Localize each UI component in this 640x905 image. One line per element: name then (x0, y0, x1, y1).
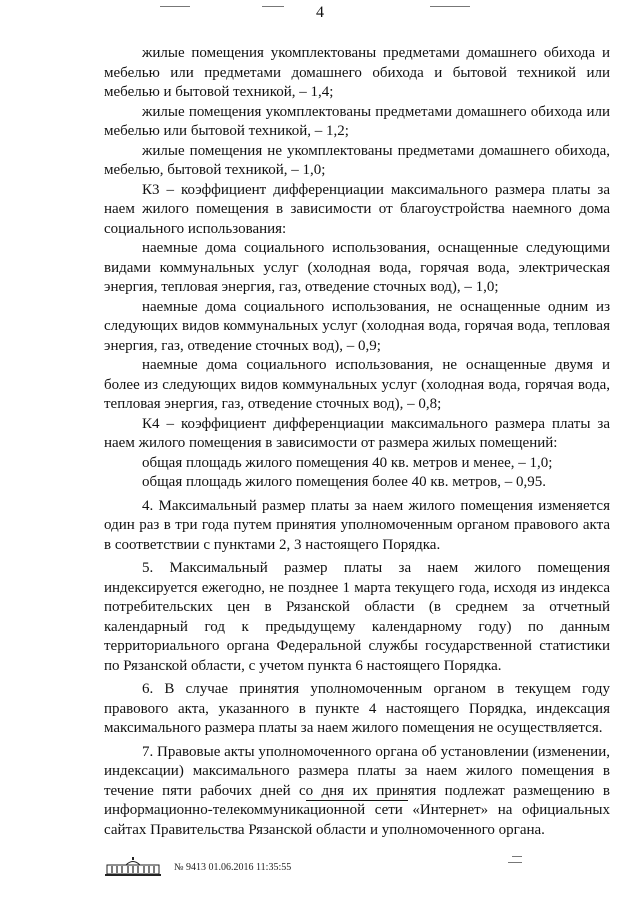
document-body (104, 44, 610, 840)
scan-artifact (430, 6, 470, 7)
scan-artifact (512, 856, 522, 857)
scan-artifact (160, 6, 190, 7)
scan-artifact (262, 6, 284, 7)
paragraph: жилые помещения укомплектованы предметами домашнего обихода и мебелью или предметами домашнего обихода и бытовой техникой или мебелью и бытовой техникой, – 1,4; (104, 45, 610, 100)
page-number: 4 (316, 4, 324, 21)
paragraph: жилые помещения укомплектованы предметами домашнего обихода или мебелью или бытовой техникой, – 1,2; (104, 103, 610, 139)
paragraph: 7. Правовые акты уполномоченного органа об установлении (изменении, индексации) максимального размера платы за наем жилого помещения в течение пяти рабочих дней со дня их принятия подлежат размещению в информационно-телекоммуникационной сети «Интернет» на официальных сайтах Правительства Рязанской области и уполномоченного органа. (104, 743, 610, 838)
paragraph: наемные дома социального использования, оснащенные следующими видами коммунальных услуг (холодная вода, горячая вода, электрическая энергия, тепловая энергия, газ, отведение сточных вод), – 1,0; (104, 240, 610, 295)
scan-artifact (508, 862, 522, 863)
document-stamp: № 9413 01.06.2016 11:35:55 (174, 861, 292, 873)
paragraph: наемные дома социального использования, не оснащенные одним из следующих видов коммунальных услуг (холодная вода, горячая вода, тепловая энергия, газ, отведение сточных вод), – 0,9; (104, 298, 610, 354)
paragraph: К4 – коэффициент дифференциации максимального размера платы за наем жилого помещения в зависимости от размера жилых помещений: (104, 415, 610, 451)
paragraph: 4. Максимальный размер платы за наем жилого помещения изменяется один раз в три года путем принятия уполномоченным органом правового акта в соответствии с пунктами 2, 3 настоящего Порядка. (104, 497, 610, 553)
paragraph: 5. Максимальный размер платы за наем жилого помещения индексируется ежегодно, не позднее 1 марта текущего года, исходя из индекса потребительских цен в Рязанской области (в среднем за отчетный календарный год к предыдущему календарному году) по данным территориального органа Федеральной службы государственной статистики по Рязанской области, с учетом пункта 6 настоящего Порядка. (104, 560, 610, 674)
paragraph: 6. В случае принятия уполномоченным органом в текущем году правового акта, указанного в пункте 4 настоящего Порядка, индексация максимального размера платы за наем жилого помещения не осуществляется. (104, 681, 610, 736)
paragraph: наемные дома социального использования, не оснащенные двумя и более из следующих видов коммунальных услуг (холодная вода, горячая вода, тепловая энергия, газ, отведение сточных вод), – 0,8; (104, 357, 610, 412)
closing-rule (306, 800, 408, 801)
government-building-icon (104, 857, 162, 877)
paragraph: К3 – коэффициент дифференциации максимального размера платы за наем жилого помещения в зависимости от благоустройства наемного дома социального использования: (104, 181, 610, 237)
paragraph: жилые помещения не укомплектованы предметами домашнего обихода, мебелью, бытовой техникой, – 1,0; (104, 142, 610, 178)
paragraph: общая площадь жилого помещения 40 кв. метров и менее, – 1,0; (142, 454, 553, 471)
footer (104, 856, 291, 878)
paragraph: общая площадь жилого помещения более 40 кв. метров, – 0,95. (142, 474, 546, 490)
